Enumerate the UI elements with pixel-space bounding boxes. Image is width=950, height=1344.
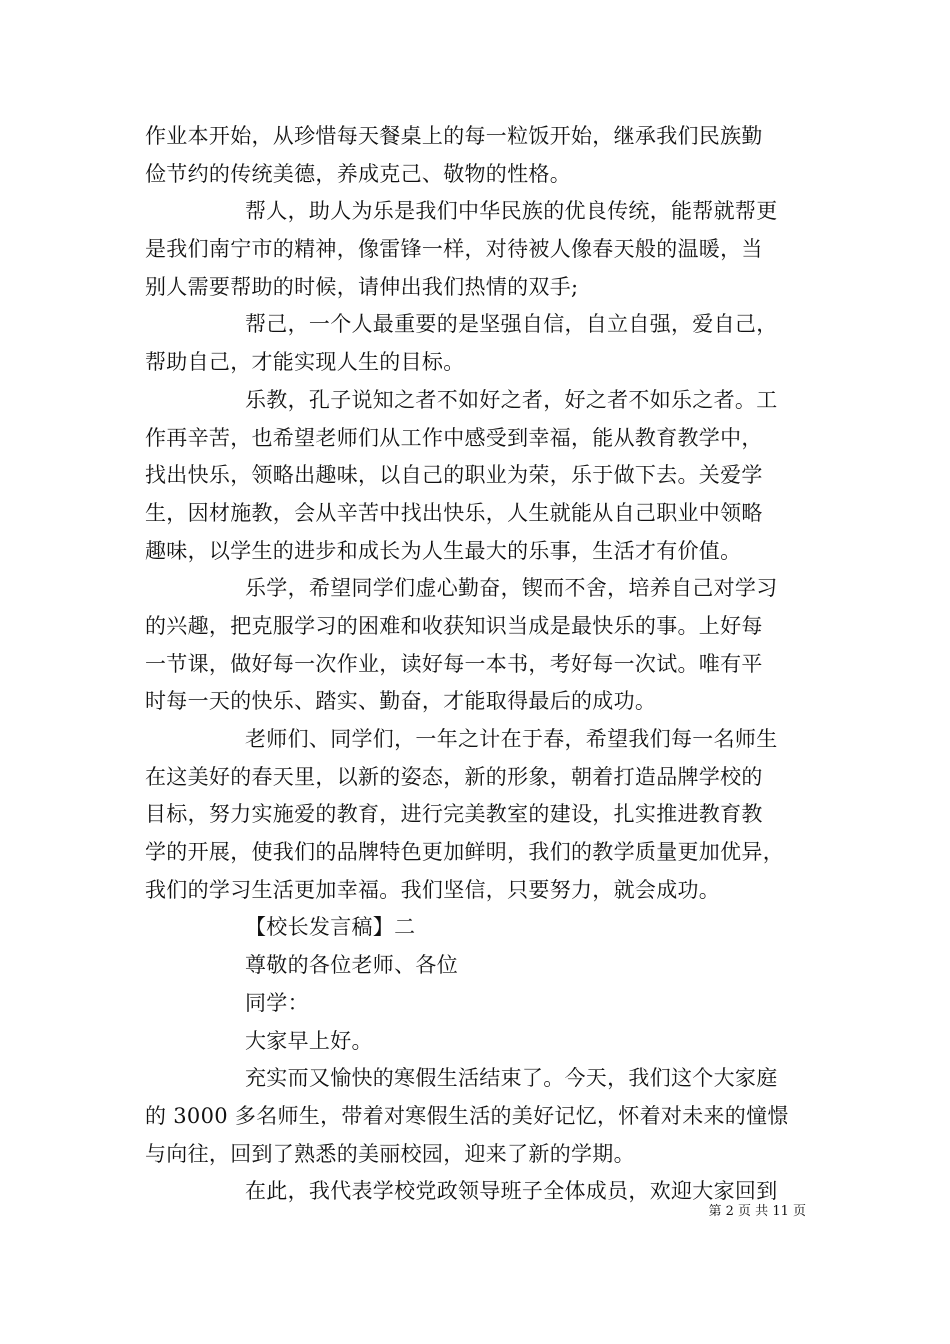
text-line: 别人需要帮助的时候，请伸出我们热情的双手; (145, 274, 579, 299)
text-line: 目标，努力实施爱的教育，进行完美教室的建设，扎实推进教育教 (145, 802, 763, 827)
text-line: 在此，我代表学校党政领导班子全体成员，欢迎大家回到 (245, 1179, 778, 1204)
text-line: 的兴趣，把克服学习的困难和收获知识当成是最快乐的事。上好每 (145, 613, 763, 638)
text-line: 同学： (245, 990, 309, 1015)
text-line: 作再辛苦，也希望老师们从工作中感受到幸福，能从教育教学中， (145, 425, 763, 450)
text-line: 帮助自己，才能实现人生的目标。 (145, 350, 465, 375)
text-line: 我们的学习生活更加幸福。我们坚信，只要努力，就会成功。 (145, 877, 721, 902)
text-line: 在这美好的春天里，以新的姿态，新的形象，朝着打造品牌学校的 (145, 764, 763, 789)
text-line: 是我们南宁市的精神，像雷锋一样，对待被人像春天般的温暖，当 (145, 237, 763, 262)
text-line: 一节课，做好每一次作业，读好每一本书，考好每一次试。唯有平 (145, 651, 763, 676)
text-line: 找出快乐，领略出趣味，以自己的职业为荣，乐于做下去。关爱学 (145, 463, 763, 488)
text-line: 俭节约的传统美德，养成克己、敬物的性格。 (145, 161, 571, 186)
text-line: 趣味，以学生的进步和成长为人生最大的乐事，生活才有价值。 (145, 538, 742, 563)
text-line: 帮人，助人为乐是我们中华民族的优良传统，能帮就帮更 (245, 199, 778, 224)
text-line: 帮己，一个人最重要的是坚强自信，自立自强，爱自己， (245, 312, 778, 337)
text-line: 尊敬的各位老师、各位 (245, 953, 458, 978)
text-line: 老师们、同学们，一年之计在于春，希望我们每一名师生 (245, 727, 778, 751)
text-line: 【校长发言稿】二 (245, 915, 416, 940)
text-line: 与向往，回到了熟悉的美丽校园，迎来了新的学期。 (145, 1141, 635, 1166)
text-line: 乐教，孔子说知之者不如好之者，好之者不如乐之者。工 (245, 387, 778, 412)
text-line: 时每一天的快乐、踏实、勤奋，才能取得最后的成功。 (145, 689, 657, 714)
document-body (145, 118, 810, 1211)
text-line: 生，因材施教，会从辛苦中找出快乐，人生就能从自己职业中领略 (145, 500, 763, 525)
text-line: 学的开展，使我们的品牌特色更加鲜明，我们的教学质量更加优异， (145, 840, 784, 865)
text-line: 大家早上好。 (245, 1028, 373, 1053)
text-line: 作业本开始，从珍惜每天餐桌上的每一粒饭开始，继承我们民族勤 (145, 124, 763, 148)
text-line: 乐学，希望同学们虚心勤奋，锲而不舍，培养自己对学习 (245, 576, 778, 601)
page-footer: 第 2 页 共 11 页 (708, 1204, 806, 1219)
text-line: 的 3000 多名师生，带着对寒假生活的美好记忆，怀着对未来的憧憬 (145, 1103, 789, 1128)
text-line: 充实而又愉快的寒假生活结束了。今天，我们这个大家庭 (245, 1066, 778, 1091)
